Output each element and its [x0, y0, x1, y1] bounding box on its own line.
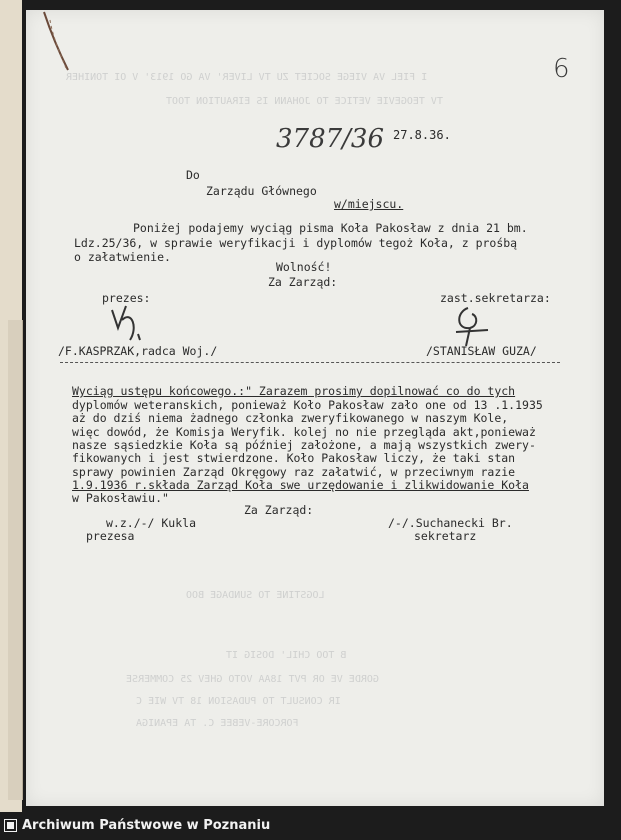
bleed-through-line: I FIEL VA VIEGE SOCIET ZU TV LIVER' VA GO 1913' V OI TONIHER — [66, 72, 428, 83]
signature-right-role: zast.sekretarza: — [440, 291, 551, 305]
excerpt-line-9: w Pakosławiu." — [72, 491, 169, 505]
closing-motto: Wolność! — [276, 260, 332, 274]
signature-left-role: prezes: — [102, 291, 151, 305]
excerpt-line-1-text: Wyciąg ustępu końcowego.:" Zarazem prosimy dopilnować co do tych — [72, 384, 516, 398]
page-number-handwritten: 6 — [553, 54, 570, 84]
excerpt-right-role: sekretarz — [414, 529, 477, 543]
folder-tab-strip — [8, 320, 23, 800]
address-line-2: w/miejscu. — [334, 197, 404, 211]
reference-number-handwritten: 3787/36 — [276, 124, 385, 154]
bleed-through-line: TV TEOGEVIE VETICE TO JOHANN IS EIRAUTION TOOT — [166, 96, 443, 107]
body-line-3: o załatwienie. — [74, 250, 171, 264]
signature-left-handwritten — [108, 300, 168, 350]
signature-right-name: /STANISŁAW GUZA/ — [426, 344, 537, 358]
excerpt-line-3: aż do dziś niema żadnego członka zweryfikowanego w naszym Kole, — [72, 411, 509, 425]
body-line-1: Poniżej podajemy wyciąg pisma Koła Pakosław z dnia 21 bm. — [133, 221, 528, 235]
excerpt-right-sign: /-/.Suchanecki Br. — [388, 516, 513, 530]
bleed-through-line: GORDE VE OR PVT 18AA VOTO GHEV 25 COMMERSE — [126, 674, 379, 685]
bleed-through-line: IR CONSULT TO PUDASION 18 TV WIE C — [136, 696, 341, 707]
bleed-through-line: B TOO CHIL' DOSIG IT — [226, 650, 347, 661]
staple-rust-mark — [36, 10, 76, 80]
bleed-through-line: LOGSTINE TO SUNDAGE BOO — [186, 590, 325, 601]
separator-line — [60, 362, 560, 363]
closing-for-board: Za Zarząd: — [268, 275, 338, 289]
address-line-1: Zarządu Głównego — [206, 184, 317, 198]
letter-date: 27.8.36. — [393, 128, 451, 142]
archive-footer — [0, 812, 621, 840]
excerpt-closing-for-board: Za Zarząd: — [244, 503, 314, 517]
excerpt-line-1 — [72, 384, 515, 398]
excerpt-line-8: 1.9.1936 r.składa Zarząd Koła swe urzędowanie i zlikwidowanie Koła — [72, 478, 529, 492]
archive-logo-icon — [4, 819, 17, 832]
excerpt-line-4: więc dowód, że Komisja Weryfik. kolej no nie przegląda akt,ponieważ — [72, 425, 536, 439]
excerpt-line-6: fikowanych i jest stwierdzone. Koło Pakosław liczy, że taki stan — [72, 451, 516, 465]
excerpt-left-role: prezesa — [86, 529, 135, 543]
archive-footer-text: Archiwum Państwowe w Poznaniu — [22, 818, 271, 833]
excerpt-line-7: sprawy powinien Zarząd Okręgowy raz załatwić, w przeciwnym razie — [72, 465, 516, 479]
excerpt-left-sign: w.z./-/ Kukla — [106, 516, 197, 530]
body-line-2: Ldz.25/36, w sprawie weryfikacji i dyplomów tegoż Koła, z prośbą — [74, 236, 518, 250]
address-to: Do — [186, 168, 200, 182]
bleed-through-line: FORCORE-VEBEE C. TA EPANIGA — [136, 718, 299, 729]
excerpt-line-2: dyplomów weteranskich, ponieważ Koło Pakosław zało one od 13 .1.1935 — [72, 398, 543, 412]
signature-left-name: /F.KASPRZAK,radca Woj./ — [58, 344, 218, 358]
excerpt-line-5: nasze sąsiedzkie Koła są później założone, a mają wszystkich zwery- — [72, 438, 536, 452]
